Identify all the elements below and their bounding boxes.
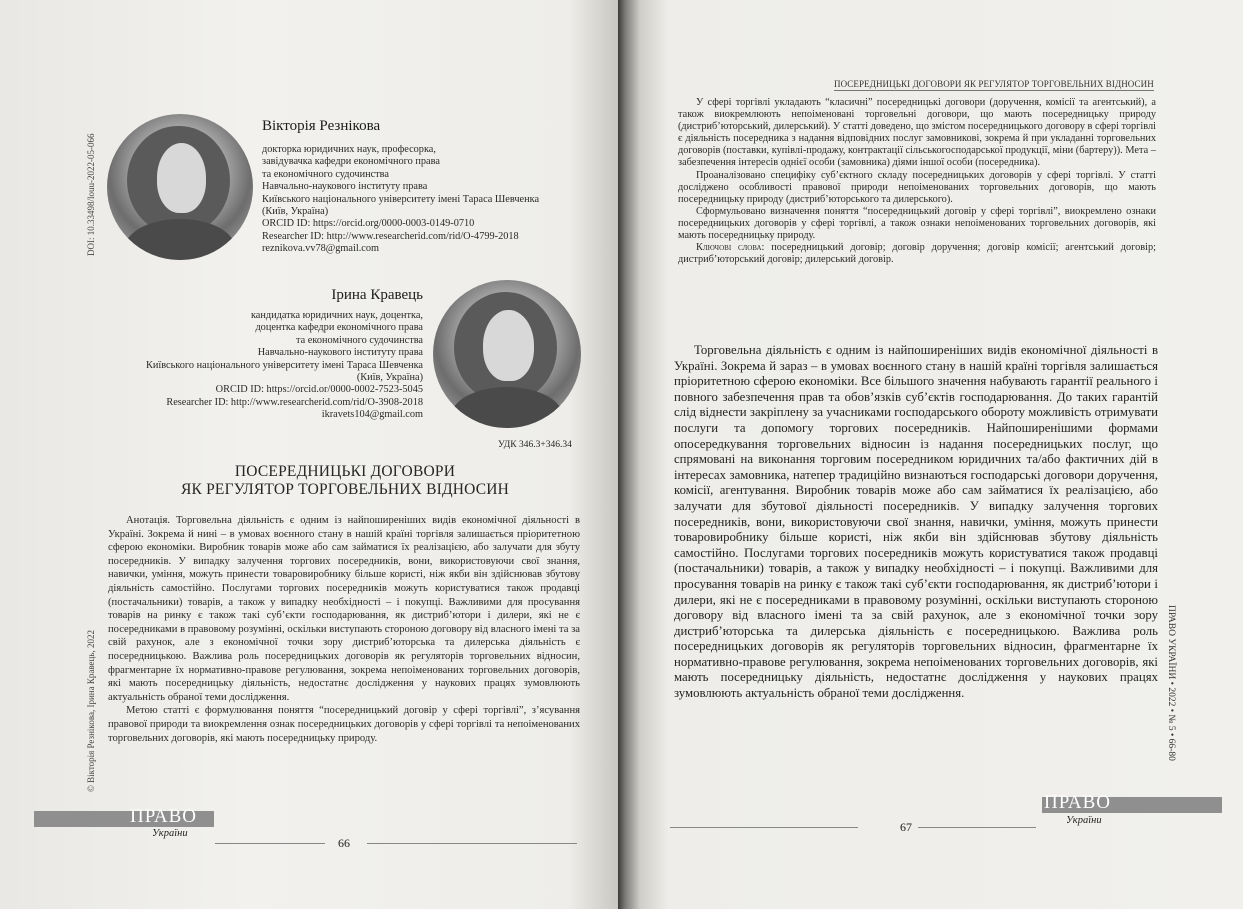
- author2-block: [100, 287, 423, 422]
- author2-line: кандидатка юридичних наук, доцентка,: [250, 310, 423, 321]
- author1-orcid: ORCID ID: https://orcid.org/0000-0003-0149-0710: [262, 218, 475, 230]
- author2-photo: [433, 280, 581, 428]
- right-page: [618, 0, 1243, 909]
- author1-line: Київського національного університету імені Тараса Шевченка: [262, 193, 540, 205]
- author1-line: завідувачка кафедри економічного права: [262, 156, 440, 168]
- page-number: 66: [338, 836, 350, 850]
- abstract: [108, 514, 580, 745]
- author2-name: Ірина Кравець: [331, 287, 423, 303]
- abstract-paragraph: Анотація. Торговельна діяльність є одним із найпоширеніших видів економічної діяльності в Україні. Зокрема й нині – в умовах воєнного стану в нашій країні торгівля залишається пріоритетною сферою економіки. Виробник товарів може або сам займатися їх реалізацією, або залучати для збуту посередників. У випадку залучення торгових посередників, вони, використовуючи свої знання, навички, уміння, можуть принести товаровиробнику більше користі, ніж якби він здійснював збутову діяльність самостійно. Послугами торгових посередників можуть користуватися також продавці (постачальники) товарів, а також у випадку необхідності – і покупці. Важливими для просування товарів на ринку є також такі суб’єкти господарювання, як дистриб’ютори і дилери, які не є посередниками в правовому розумінні, оскільки виступають стороною договору від власного імені та за свій рахунок, але з економічної точки зору дистриб’юторська та дилерська діяльність є посередницькою. Важлива роль посередницьких договорів як регуляторів торговельних відносин, фрагментарне їх нормативно-правове регулювання, зокрема непоіменованих торговельних договорів, які мають посередницьку діяльність, недостатнє дослідження у наукових працях зумовлюють актуальність обраної теми дослідження.: [108, 515, 580, 703]
- udc-code: УДК 346.3+346.34: [498, 440, 572, 450]
- author2-researcher-id: Researcher ID: http://www.researcherid.com/rid/O-3908-2018: [166, 396, 423, 408]
- author1-name: Вікторія Резнікова: [262, 118, 381, 134]
- journal-logo-subtitle: України: [1066, 815, 1102, 826]
- keywords-list: посередницький договір; договір доручення; договір комісії; агентський договір; дистриб’юторський договір; дилерський договір.: [678, 242, 1156, 266]
- author2-info: [100, 310, 423, 422]
- author1-researcher-id: Researcher ID: http://www.researcherid.com/rid/O-4799-2018: [262, 230, 519, 242]
- author2-line: Навчально-наукового інституту права: [257, 347, 423, 359]
- footer-rule: [918, 827, 1036, 828]
- author2-line: Київського національного університету імені Тараса Шевченка: [145, 359, 423, 371]
- abstract-paragraph: Проаналізовано специфіку суб’єктного складу посередницьких договорів у сфері торгівлі. У статті досліджено особливості правової природи непоіменованих торговельних договорів, що мають посередницьку природу (дистриб’юторського та дилерського).: [678, 169, 1156, 205]
- doi-vertical: DOI: 10.33498/louu-2022-05-066: [86, 133, 96, 256]
- page-number: 67: [900, 820, 912, 834]
- copyright-vertical: © Вікторія Резнікова, Ірина Кравець, 2022: [86, 630, 96, 792]
- author1-line: Навчально-наукового інституту права: [262, 181, 428, 193]
- author2-line: (Київ, Україна): [356, 372, 423, 384]
- body-paragraph: Торговельна діяльність є одним із найпоширеніших видів економічної діяльності в Україні. Зокрема й зараз – в умовах воєнного стану в нашій країні торгівля залишається пріоритетною сферою економіки. Все більшого значення набувають гарантії реального і повного забезпечення прав та обов’язків суб’єктів господарювання. До таких гарантій слід віднести закріплену за учасниками господарського обороту можливість отримувати послуги та допомогу торгових посередників. Найпоширенішими формами опосередкування торговельних відносин із надання посередницьких послуг, що спрямовані на виконання торговим посередником юридичних та/або фактичних дій в інтересах замовника, натепер традиційно визнаються господарські договори доручення, комісії, агентування. Виробник товарів може або сам займатися їх реалізацією, або залучати для збутової діяльності посередників. У випадку залучення торгових посередників, вони, використовуючи свої знання, навички, уміння, можуть принести товаровиробнику більше користі, ніж якби він здійснював збутову діяльність самостійно. Послугами торгових посередників можуть користуватися також продавці (постачальники) товарів, а також у випадку необхідності – і покупці. Важливими для просування товарів на ринку є також такі суб’єкти господарювання, як дистриб’ютори і дилери, які не є посередниками в правовому розумінні, оскільки виступають стороною договору від власного імені та за свій рахунок, але з економічної точки зору дистриб’юторська та дилерська діяльність є посередницькою. Важлива роль посередницьких договорів як регуляторів торговельних відносин, фрагментарне їх нормативно-правове регулювання, зокрема непоіменованих торговельних договорів, які мають посередницьку діяльність, недостатнє дослідження у наукових працях зумовлюють актуальність обраної теми дослідження.: [674, 343, 1158, 701]
- author1-line: та економічного судочинства: [262, 168, 389, 180]
- author2-orcid: ORCID ID: https://orcid.or/0000-0002-7523-5045: [215, 384, 423, 396]
- author1-info: [262, 144, 539, 256]
- journal-logo-subtitle: України: [152, 828, 188, 839]
- author2-line: та економічного судочинства: [296, 334, 423, 346]
- author1-email: reznikova.vv78@gmail.com: [262, 243, 379, 255]
- keywords: [678, 242, 1156, 266]
- author1-line: (Київ, Україна): [262, 206, 329, 218]
- author2-email: ikravets104@gmail.com: [321, 409, 423, 421]
- journal-logo: ПРАВО: [1044, 792, 1111, 813]
- keywords-label: Ключові слова:: [696, 242, 765, 254]
- journal-logo: ПРАВО: [130, 806, 197, 827]
- article-body: [674, 343, 1158, 702]
- author1-line: докторка юридичних наук, професорка,: [262, 144, 436, 155]
- author1-block: [262, 118, 539, 256]
- author2-line: доцентка кафедри економічного права: [255, 322, 423, 334]
- footer-rule: [367, 843, 577, 844]
- abstract-continued: [678, 97, 1156, 266]
- left-page: [0, 0, 618, 909]
- title-line: ПОСЕРЕДНИЦЬКІ ДОГОВОРИ: [234, 463, 456, 480]
- abstract-paragraph: Сформульовано визначення поняття “посередницький договір у сфері торгівлі”, виокремлено ознаки посередницьких договорів у сфері торгівлі, а також ознаки непоіменованих торговельних договорів, які мають посередницьку природу.: [678, 205, 1156, 242]
- footer-rule: [670, 827, 858, 828]
- journal-vertical: ПРАВО УКРАЇНИ • 2022 • № 5 • 66-80: [1166, 605, 1176, 761]
- footer-rule: [215, 843, 325, 844]
- abstract-paragraph: У сфері торгівлі укладають “класичні” посередницькі договори (доручення, комісії та агентський), а також виокремлюють непоіменовані торговельні договори, що мають посередницьку природу (дистриб’юторський, дилерський). У статті доведено, що змістом посередницького договору в сфері торгівлі є діяльність посередника з надання відповідних послуг замовникові, зокрема й при укладанні торговельних договорів (поставки, купівлі-продажу, контрактації сільськогосподарської продукції, міни (бартеру)). Мета – забезпечення інтересів однієї особи (замовника) діями іншої особи (посередника).: [678, 97, 1156, 169]
- article-title: [110, 463, 580, 499]
- abstract-paragraph: Метою статті є формулювання поняття “посередницький договір у сфері торгівлі”, з’ясування правової природи та виокремлення ознак посередницьких договорів у сфері торгівлі та непоіменованих торговельних договорів, які мають посередницьку природу.: [108, 705, 580, 744]
- author1-photo: [107, 114, 253, 260]
- running-head: ПОСЕРЕДНИЦЬКІ ДОГОВОРИ ЯК РЕГУЛЯТОР ТОРГОВЕЛЬНИХ ВІДНОСИН: [834, 79, 1154, 89]
- title-line: ЯК РЕГУЛЯТОР ТОРГОВЕЛЬНИХ ВІДНОСИН: [180, 481, 510, 498]
